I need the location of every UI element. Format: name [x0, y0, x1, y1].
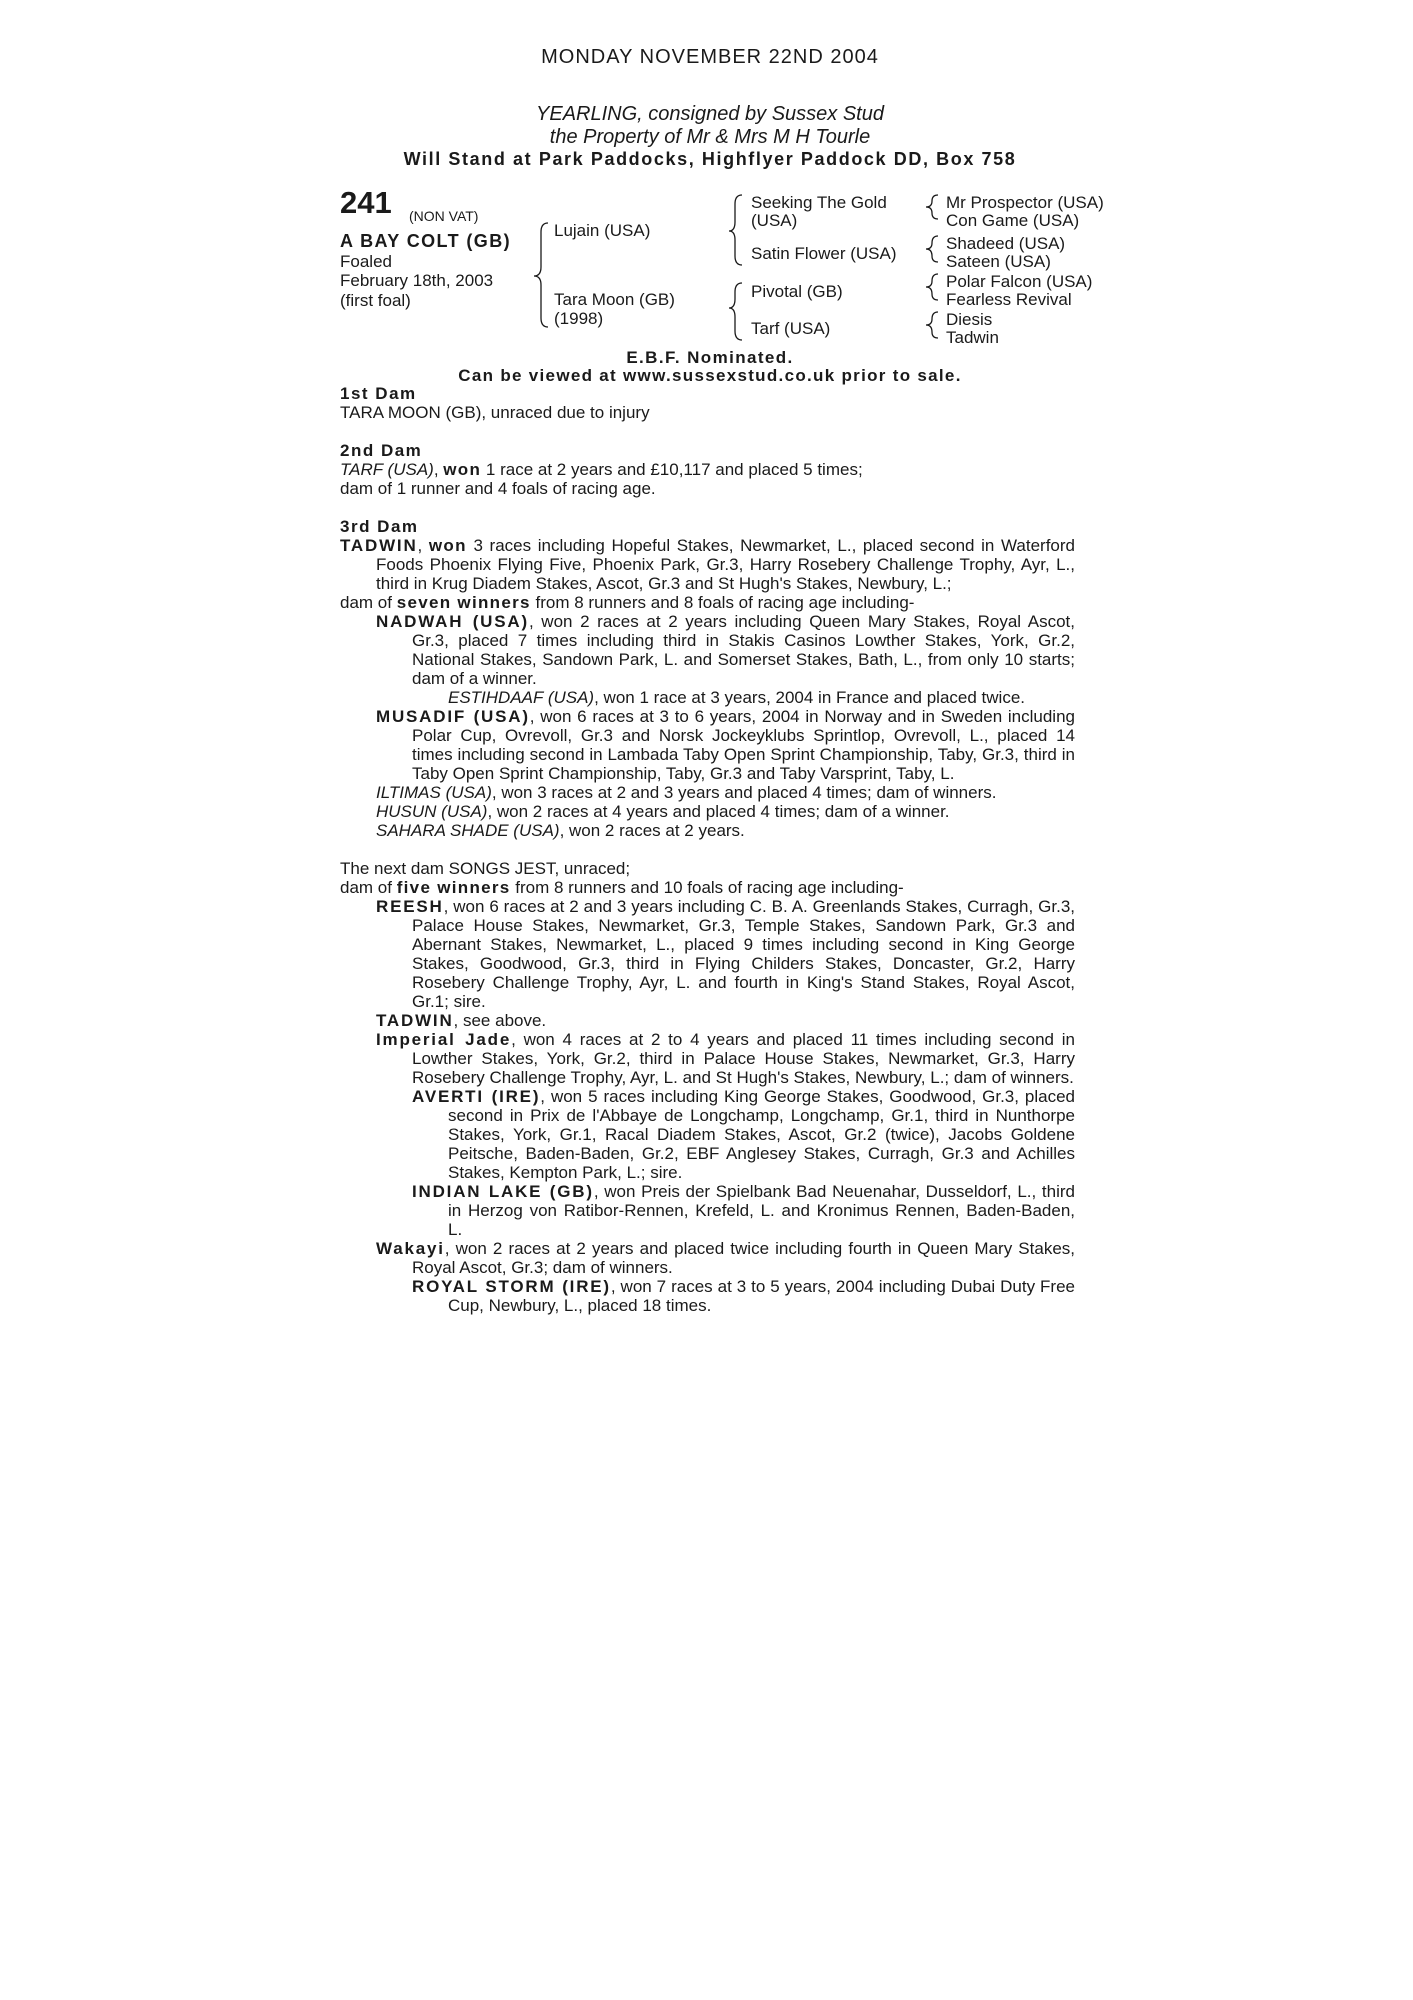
- musadif-entry: MUSADIF (USA), won 6 races at 3 to 6 years, 2004 in Norway and in Sweden including Polar Cup, Ovrevoll, Gr.3 and Norsk Jockeyklubs Sprintlop, Ovrevoll, L., placed 14 times including second in Lambada Taby Open Sprint Championship, Taby, Gr.3, third in Taby Open Sprint Championship, Taby, Gr.3 and Taby Varsprint, Taby, L.: [376, 707, 1075, 783]
- horse-name: NADWAH (USA): [376, 612, 529, 631]
- pedigree-bracket-g3: [926, 274, 938, 300]
- imperial-jade-entry: Imperial Jade, won 4 races at 2 to 4 years and placed 11 times including second in Lowther Stakes, York, Gr.2, third in Palace House Stakes, Newmarket, Gr.3, Harry Rosebery Challenge Trophy, Ayr, L. and St Hugh's Stakes, Newbury, L.; dam of winners.: [376, 1030, 1075, 1087]
- sahara-shade-entry: SAHARA SHADE (USA), won 2 races at 2 years.: [376, 821, 745, 840]
- horse-name: HUSUN (USA): [376, 802, 488, 821]
- first-dam-text: TARA MOON (GB), unraced due to injury: [340, 403, 650, 422]
- second-dam-produce: dam of 1 runner and 4 foals of racing age.: [340, 479, 656, 498]
- horse-name: SAHARA SHADE (USA): [376, 821, 560, 840]
- horse-name: REESH: [376, 897, 444, 916]
- second-dam-name: TARF (USA): [340, 460, 434, 479]
- dam-year: (1998): [554, 309, 604, 328]
- sire: Lujain (USA): [554, 221, 651, 240]
- iltimas-entry: ILTIMAS (USA), won 3 races at 2 and 3 years and placed 4 times; dam of winners.: [376, 783, 997, 802]
- viewing-note: Can be viewed at www.sussexstud.co.uk prior to sale.: [458, 366, 962, 385]
- great-granddam-1: Con Game (USA): [946, 211, 1080, 230]
- pedigree-bracket-g1: [926, 195, 938, 219]
- consignor-line: YEARLING, consigned by Sussex Stud: [536, 103, 884, 125]
- averti-entry: AVERTI (IRE), won 5 races including King George Stakes, Goodwood, Gr.3, placed second in Prix de l'Abbaye de Longchamp, Longchamp, Gr.1, third in Nunthorpe Stakes, York, Gr.1, Racal Diadem Stakes, Ascot, Gr.2 (twice), Jacobs Goldene Peitsche, Baden-Baden, Gr.2, EBF Anglesey Stakes, Curragh, Gr.3 and Achilles Stakes, Kempton Park, L.; sire.: [412, 1087, 1075, 1182]
- wakayi-entry: Wakayi, won 2 races at 2 years and placed twice including fourth in Queen Mary Stakes, Royal Ascot, Gr.3; dam of winners.: [376, 1239, 1075, 1277]
- property-line: the Property of Mr & Mrs M H Tourle: [549, 126, 871, 148]
- dam-sire: Pivotal (GB): [751, 282, 843, 301]
- dam-dam: Tarf (USA): [751, 319, 831, 338]
- horse-name: AVERTI (IRE): [412, 1087, 541, 1106]
- pedigree-bracket-g2: [926, 236, 938, 262]
- pedigree-bracket-dam: [729, 283, 742, 340]
- first-dam-heading: 1st Dam: [340, 384, 417, 403]
- pedigree-bracket-main: [534, 223, 548, 327]
- horse-name: TADWIN: [376, 1011, 454, 1030]
- horse-name: INDIAN LAKE (GB): [412, 1182, 594, 1201]
- great-granddam-4: Tadwin: [946, 328, 999, 347]
- tadwin-ref-entry: TADWIN, see above.: [376, 1011, 547, 1030]
- sale-date: MONDAY NOVEMBER 22ND 2004: [541, 46, 879, 68]
- stabling-location: Will Stand at Park Paddocks, Highflyer Paddock DD, Box 758: [403, 149, 1017, 169]
- great-grandsire-3: Polar Falcon (USA): [946, 272, 1093, 291]
- next-dam-produce: dam of five winners from 8 runners and 10 foals of racing age including-: [340, 878, 904, 897]
- sire-sire: Seeking The Gold: [751, 193, 887, 212]
- great-granddam-3: Fearless Revival: [946, 290, 1072, 309]
- horse-name: ESTIHDAAF (USA): [448, 688, 595, 707]
- tadwin-entry: TADWIN, won 3 races including Hopeful Stakes, Newmarket, L., placed second in Waterford Foods Phoenix Flying Five, Phoenix Park, Gr.3, Harry Rosebery Challenge Trophy, Ayr, L., third in Krug Diadem Stakes, Ascot, Gr.3 and St Hugh's Stakes, Newbury, L.;: [340, 536, 1076, 593]
- third-dam-heading: 3rd Dam: [340, 517, 419, 536]
- horse-name: ILTIMAS (USA): [376, 783, 492, 802]
- horse-name: ROYAL STORM (IRE): [412, 1277, 611, 1296]
- second-dam-entry: TARF (USA), won 1 race at 2 years and £10,117 and placed 5 times;: [340, 460, 863, 479]
- great-granddam-2: Sateen (USA): [946, 252, 1051, 271]
- next-dam-intro: The next dam SONGS JEST, unraced;: [340, 859, 631, 878]
- foaled-date: February 18th, 2003: [340, 271, 494, 290]
- nadwah-entry: NADWAH (USA), won 2 races at 2 years including Queen Mary Stakes, Royal Ascot, Gr.3, placed 7 times including third in Stakis Casinos Lowther Stakes, York, Gr.2, National Stakes, Sandown Park, L. and Somerset Stakes, Bath, L., from only 10 starts; dam of a winner.: [376, 612, 1075, 688]
- estihdaaf-entry: ESTIHDAAF (USA), won 1 race at 3 years, 2004 in France and placed twice.: [448, 688, 1026, 707]
- second-dam-heading: 2nd Dam: [340, 441, 423, 460]
- husun-entry: HUSUN (USA), won 2 races at 4 years and placed 4 times; dam of a winner.: [376, 802, 950, 821]
- great-grandsire-2: Shadeed (USA): [946, 234, 1066, 253]
- sire-dam: Satin Flower (USA): [751, 244, 897, 263]
- pedigree-bracket-sire: [729, 195, 742, 265]
- reesh-entry: REESH, won 6 races at 2 and 3 years including C. B. A. Greenlands Stakes, Curragh, Gr.3, Palace House Stakes, Newmarket, Gr.3, Temple Stakes, Sandown Park, Gr.3 and Abernant Stakes, Newmarket, L., placed 9 times including second in King George Stakes, Goodwood, Gr.3, third in Flying Childers Stakes, Doncaster, Gr.2, Harry Rosebery Challenge Trophy, Ayr, L. and fourth in King's Stand Stakes, Royal Ascot, Gr.1; sire.: [376, 897, 1075, 1011]
- great-grandsire-4: Diesis: [946, 310, 993, 329]
- pedigree-brackets: [0, 0, 1413, 360]
- vat-status: (NON VAT): [409, 208, 479, 224]
- royal-storm-entry: ROYAL STORM (IRE), won 7 races at 3 to 5 years, 2004 including Dubai Duty Free Cup, Newbury, L., placed 18 times.: [412, 1277, 1075, 1315]
- sire-sire-country: (USA): [751, 211, 798, 230]
- pedigree-bracket-g4: [926, 312, 938, 338]
- dam: Tara Moon (GB): [554, 290, 675, 309]
- foal-note: (first foal): [340, 291, 411, 310]
- great-grandsire-1: Mr Prospector (USA): [946, 193, 1104, 212]
- lot-description: A BAY COLT (GB): [340, 231, 512, 251]
- horse-name: Wakayi: [376, 1239, 445, 1258]
- indian-lake-entry: INDIAN LAKE (GB), won Preis der Spielbank Bad Neuenahar, Dusseldorf, L., third in Herzog von Ratibor-Rennen, Krefeld, L. and Kronimus Rennen, Baden-Baden, L.: [412, 1182, 1075, 1239]
- horse-name: Imperial Jade: [376, 1030, 512, 1049]
- horse-name: TADWIN: [340, 536, 418, 555]
- horse-name: MUSADIF (USA): [376, 707, 530, 726]
- foaled-label: Foaled: [340, 252, 392, 271]
- catalogue-pages-text: [340, 384, 1075, 1315]
- ebf-note: E.B.F. Nominated.: [626, 348, 794, 367]
- lot-number: 241: [340, 185, 392, 220]
- third-dam-produce: dam of seven winners from 8 runners and 8 foals of racing age including-: [340, 593, 915, 612]
